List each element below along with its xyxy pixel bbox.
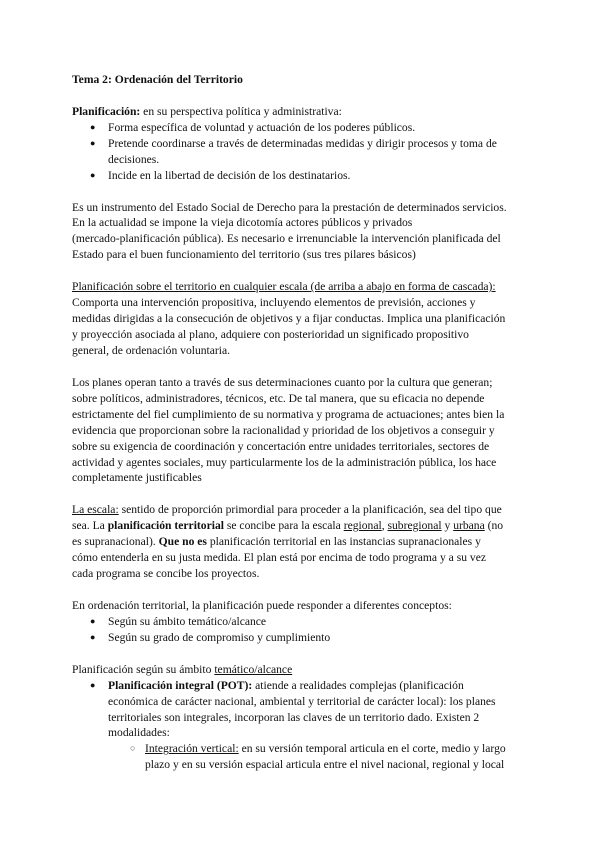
text-line	[72, 470, 542, 486]
text: plazo y en su versión espacial articula entre el nivel nacional, regional y local	[145, 758, 505, 772]
bullet-icon: ●	[90, 679, 96, 690]
text: territoriales son integrales, incorporan las claves de un territorio dado. Existen 2	[108, 710, 480, 724]
text-line	[72, 518, 542, 534]
text: En ordenación territorial, la planificación puede responder a diferentes conceptos:	[72, 598, 452, 612]
paragraph	[72, 662, 542, 678]
text-line	[72, 152, 542, 168]
paragraph	[72, 104, 542, 120]
underlined-text: regional	[343, 519, 382, 533]
underlined-text: temático/alcance	[214, 662, 293, 676]
blank-line	[72, 582, 542, 598]
text-line	[72, 725, 542, 741]
text: Estado para el buen funcionamiento del territorio (sus tres pilares básicos)	[72, 248, 416, 262]
text-line	[72, 247, 542, 263]
text: (mercado-planificación pública). Es necesario e irrenunciable la intervención planificada del	[72, 232, 501, 246]
text-line	[72, 104, 542, 120]
sub-bullet-icon: ○	[130, 743, 136, 754]
bullet-icon: ●	[90, 121, 96, 132]
text: estrictamente del fiel cumplimiento de su normativa y programa de actuaciones; antes bien la	[72, 407, 505, 421]
text: completamente justificables	[72, 471, 202, 485]
text-line	[72, 279, 542, 295]
text: evidencia que proporcionan sobre la racionalidad y prioridad de los objetivos a conseguir y	[72, 423, 495, 437]
text: sentido de proporción primordial para proceder a la planificación, sea del tipo que	[118, 503, 502, 517]
text: Es un instrumento del Estado Social de Derecho para la prestación de determinados servicios.	[72, 200, 507, 214]
text: en su versión temporal articula en el corte, medio y largo	[238, 742, 506, 756]
text: y proyección asociada al plano, adquiere con posterioridad un significado propositivo	[72, 328, 469, 341]
bold-text: Tema 2: Ordenación del Territorio	[72, 73, 243, 86]
bullet-icon: ●	[90, 169, 96, 180]
list-item	[72, 630, 542, 646]
bullet-icon: ●	[90, 631, 96, 642]
text-line	[72, 423, 542, 439]
text: Pretende coordinarse a través de determinadas medidas y dirigir procesos y toma de	[108, 136, 497, 150]
paragraph	[72, 72, 542, 88]
text-line	[72, 757, 542, 773]
text: Según su ámbito temático/alcance	[108, 614, 267, 628]
text-line	[72, 295, 542, 311]
text: Planificación según su ámbito	[72, 662, 215, 676]
text-line	[72, 407, 542, 423]
text: en su perspectiva política y administrativa:	[140, 104, 342, 118]
text: decisiones.	[108, 152, 160, 166]
bold-text: Planificación:	[72, 104, 141, 118]
text: Comporta una intervención propositiva, incluyendo elementos de previsión, acciones y	[72, 296, 476, 310]
text-line	[72, 311, 542, 327]
paragraph	[72, 279, 542, 359]
text: sea. La	[72, 519, 108, 533]
text-line	[72, 534, 542, 550]
text: atiende a realidades complejas (planificación	[252, 678, 464, 692]
text-line	[72, 741, 542, 757]
underlined-text: Planificación sobre el territorio en cualquier escala (de arriba a abajo en forma de cascada):	[72, 280, 496, 294]
blank-line	[72, 646, 542, 662]
text-line	[72, 502, 542, 518]
blank-line	[72, 263, 542, 279]
bullet-icon: ●	[90, 137, 96, 148]
text-line	[72, 72, 542, 88]
text: es supranacional).	[72, 535, 159, 549]
text: ,	[381, 519, 388, 533]
text-line	[72, 455, 542, 471]
text-line	[72, 662, 542, 678]
blank-line	[72, 359, 542, 375]
text: cómo entenderla en su justa medida. El plan está por encima de todo programa y a su vez	[72, 551, 487, 565]
list-item	[72, 678, 542, 742]
text: Según su grado de compromiso y cumplimiento	[108, 630, 331, 644]
text-line	[72, 710, 542, 726]
underlined-text: subregional	[387, 519, 442, 533]
bullet-icon: ●	[90, 615, 96, 626]
text: medidas dirigidas a la consecución de objetivos y a fijar conductas. Implica una planificación	[72, 312, 506, 326]
text: Incide en la libertad de decisión de los destinatarios.	[108, 168, 351, 182]
bold-text: Planificación integral (POT):	[108, 678, 253, 692]
text-line	[72, 694, 542, 710]
sub-list-item	[72, 741, 542, 773]
underlined-text: urbana	[453, 519, 485, 533]
text: Forma específica de voluntad y actuación de los poderes públicos.	[108, 120, 416, 134]
text: general, de ordenación voluntaria.	[72, 343, 231, 357]
paragraph	[72, 200, 542, 264]
text-line	[72, 678, 542, 694]
text: sobre políticos, administradores, técnicos, etc. De tal manera, que su eficacia no depende	[72, 391, 485, 405]
text: Los planes operan tanto a través de sus determinaciones cuanto por la cultura que generan;	[72, 375, 493, 389]
text: modalidades:	[108, 726, 170, 740]
text-line	[72, 614, 542, 630]
text-line	[72, 375, 542, 391]
list-item	[72, 136, 542, 168]
text: En la actualidad se impone la vieja dicotomía actores públicos y privados	[72, 216, 413, 230]
text-line	[72, 168, 542, 184]
list-item	[72, 168, 542, 184]
text-line	[72, 215, 542, 231]
list-item	[72, 614, 542, 630]
bold-text: planificación territorial	[107, 519, 224, 533]
text-line	[72, 439, 542, 455]
underlined-text: La escala:	[72, 503, 119, 517]
paragraph	[72, 598, 542, 614]
text-line	[72, 327, 542, 343]
text-line	[72, 391, 542, 407]
paragraph	[72, 502, 542, 582]
blank-line	[72, 88, 542, 104]
text: se concibe para la escala	[223, 519, 344, 533]
text: (no	[484, 519, 504, 533]
text-line	[72, 343, 542, 359]
text-line	[72, 200, 542, 216]
text-line	[72, 120, 542, 136]
bold-text: Que no es	[158, 535, 207, 549]
text-line	[72, 231, 542, 247]
text-line	[72, 566, 542, 582]
text-line	[72, 136, 542, 152]
text: cada programa se concibe los proyectos.	[72, 567, 260, 581]
blank-line	[72, 184, 542, 200]
text: sobre su exigencia de coordinación y concertación entre unidades territoriales, sectores de	[72, 439, 490, 453]
document-page	[72, 72, 542, 773]
text-line	[72, 550, 542, 566]
underlined-text: Integración vertical:	[145, 742, 239, 756]
blank-line	[72, 486, 542, 502]
paragraph	[72, 375, 542, 487]
text: y	[441, 519, 454, 533]
list-item	[72, 120, 542, 136]
text-line	[72, 598, 542, 614]
text: planificación territorial en las instancias supranacionales y	[206, 535, 481, 549]
text: económica de carácter nacional, ambiental y territorial de carácter local): los planes	[108, 694, 496, 708]
text: actividad y agentes sociales, muy particularmente los de la administración pública, los hace	[72, 455, 497, 469]
text-line	[72, 630, 542, 646]
